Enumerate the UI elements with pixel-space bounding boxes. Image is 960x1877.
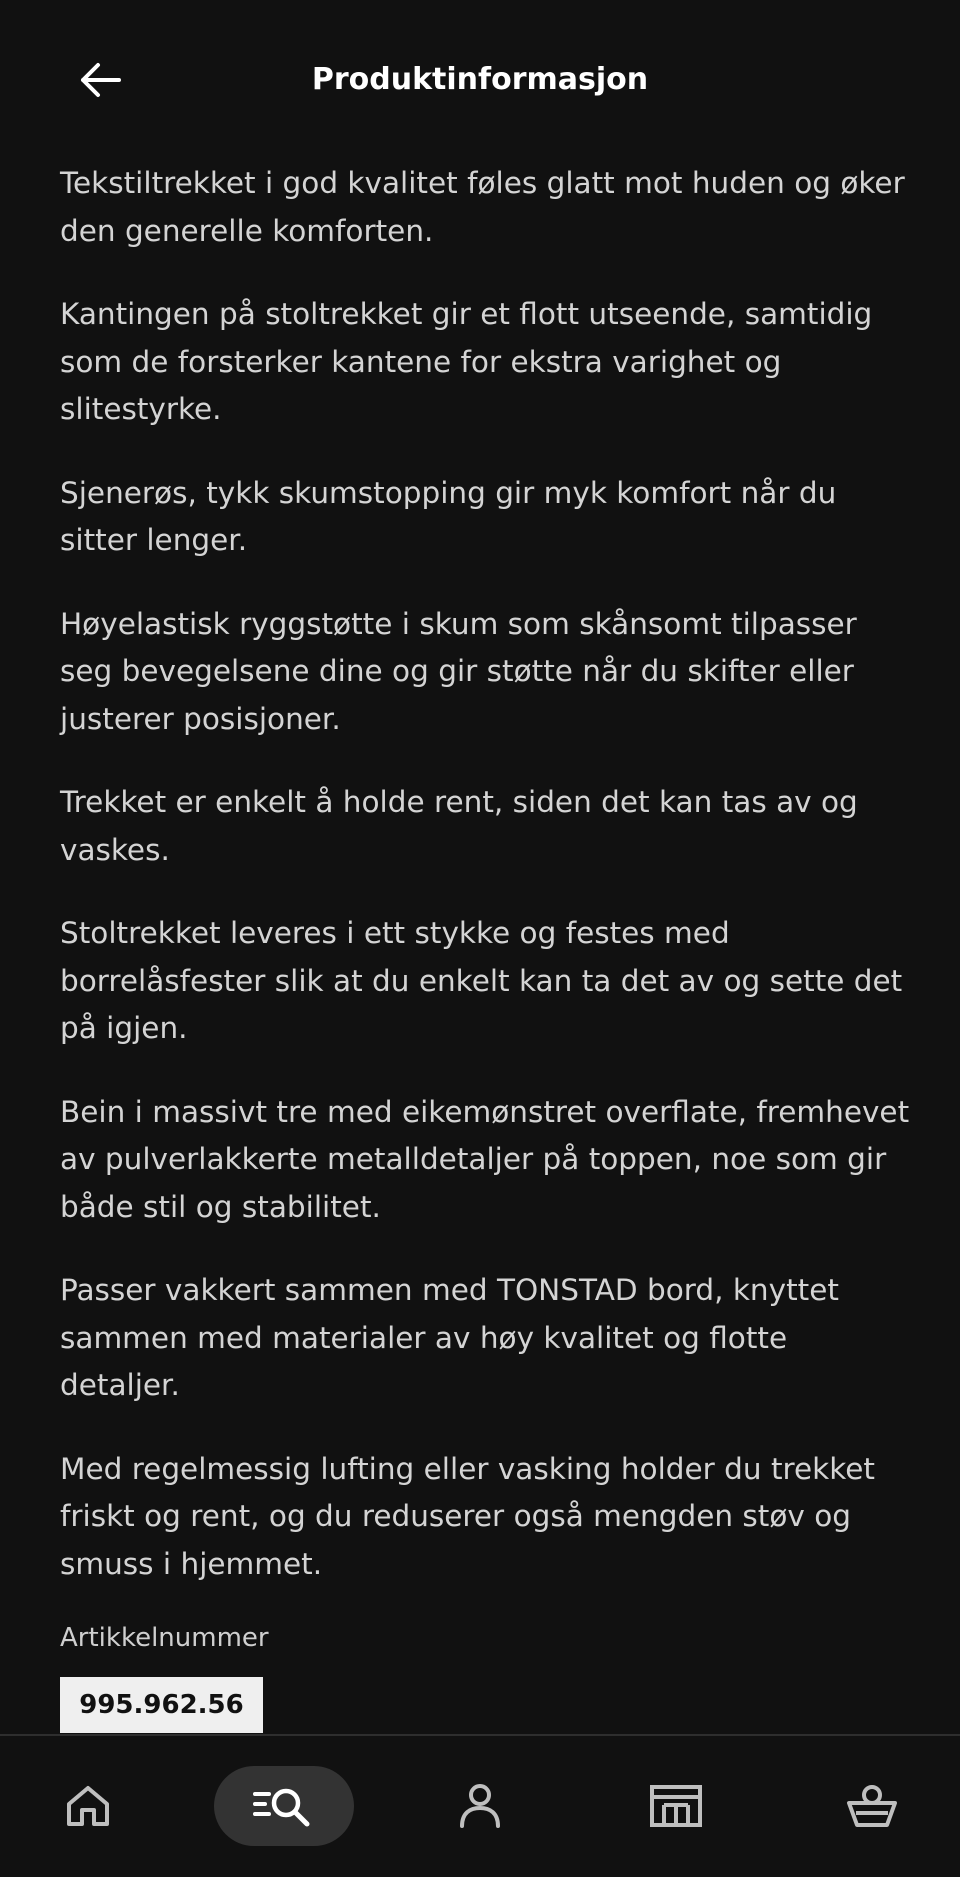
description-paragraph: Sjenerøs, tykk skumstopping gir myk komfort når du sitter lenger.	[60, 475, 837, 557]
description-paragraph: Høyelastisk ryggstøtte i skum som skånsomt tilpasser seg bevegelsene dine og gir støtte når du skifter eller justerer posisjoner.	[60, 606, 857, 736]
product-description	[60, 160, 910, 1624]
home-icon	[65, 1784, 111, 1828]
header	[0, 0, 960, 160]
description-paragraph: Stoltrekket leveres i ett stykke og festes med borrelåsfester slik at du enkelt kan ta det av og sette det på igjen.	[60, 916, 903, 1045]
description-paragraph: Trekket er enkelt å holde rent, siden det kan tas av og vaskes.	[60, 785, 858, 867]
nav-search[interactable]	[214, 1766, 354, 1846]
nav-cart[interactable]	[832, 1766, 912, 1846]
nav-home[interactable]	[48, 1766, 128, 1846]
page-title: Produktinformasjon	[311, 62, 649, 97]
bottom-navigation	[0, 1734, 960, 1877]
description-paragraph: Bein i massivt tre med eikemønstret overflate, fremhevet av pulverlakkerte metalldetaljer på toppen, noe som gir både stil og stabilitet.	[60, 1094, 910, 1224]
nav-profile[interactable]	[440, 1766, 520, 1846]
description-paragraph: Med regelmessig lufting eller vasking holder du trekket friskt og rent, og du reduserer også mengden støv og smuss i hjemmet.	[60, 1451, 875, 1581]
profile-icon	[458, 1783, 502, 1829]
search-icon	[253, 1784, 315, 1828]
description-paragraph: Tekstiltrekket i god kvalitet føles glatt mot huden og øker den generelle komforten.	[60, 166, 905, 248]
description-paragraph: Passer vakkert sammen med TONSTAD bord, knyttet sammen med materialer av høy kvalitet og flotte detaljer.	[60, 1273, 839, 1402]
cart-icon	[846, 1783, 898, 1829]
store-icon	[649, 1784, 703, 1828]
article-number-badge: 995.962.56	[60, 1677, 263, 1733]
description-paragraph: Kantingen på stoltrekket gir et flott utseende, samtidig som de forsterker kantene for ekstra varighet og slitestyrke.	[60, 297, 873, 426]
nav-stores[interactable]	[636, 1766, 716, 1846]
article-number-label: Artikkelnummer	[60, 1623, 269, 1653]
